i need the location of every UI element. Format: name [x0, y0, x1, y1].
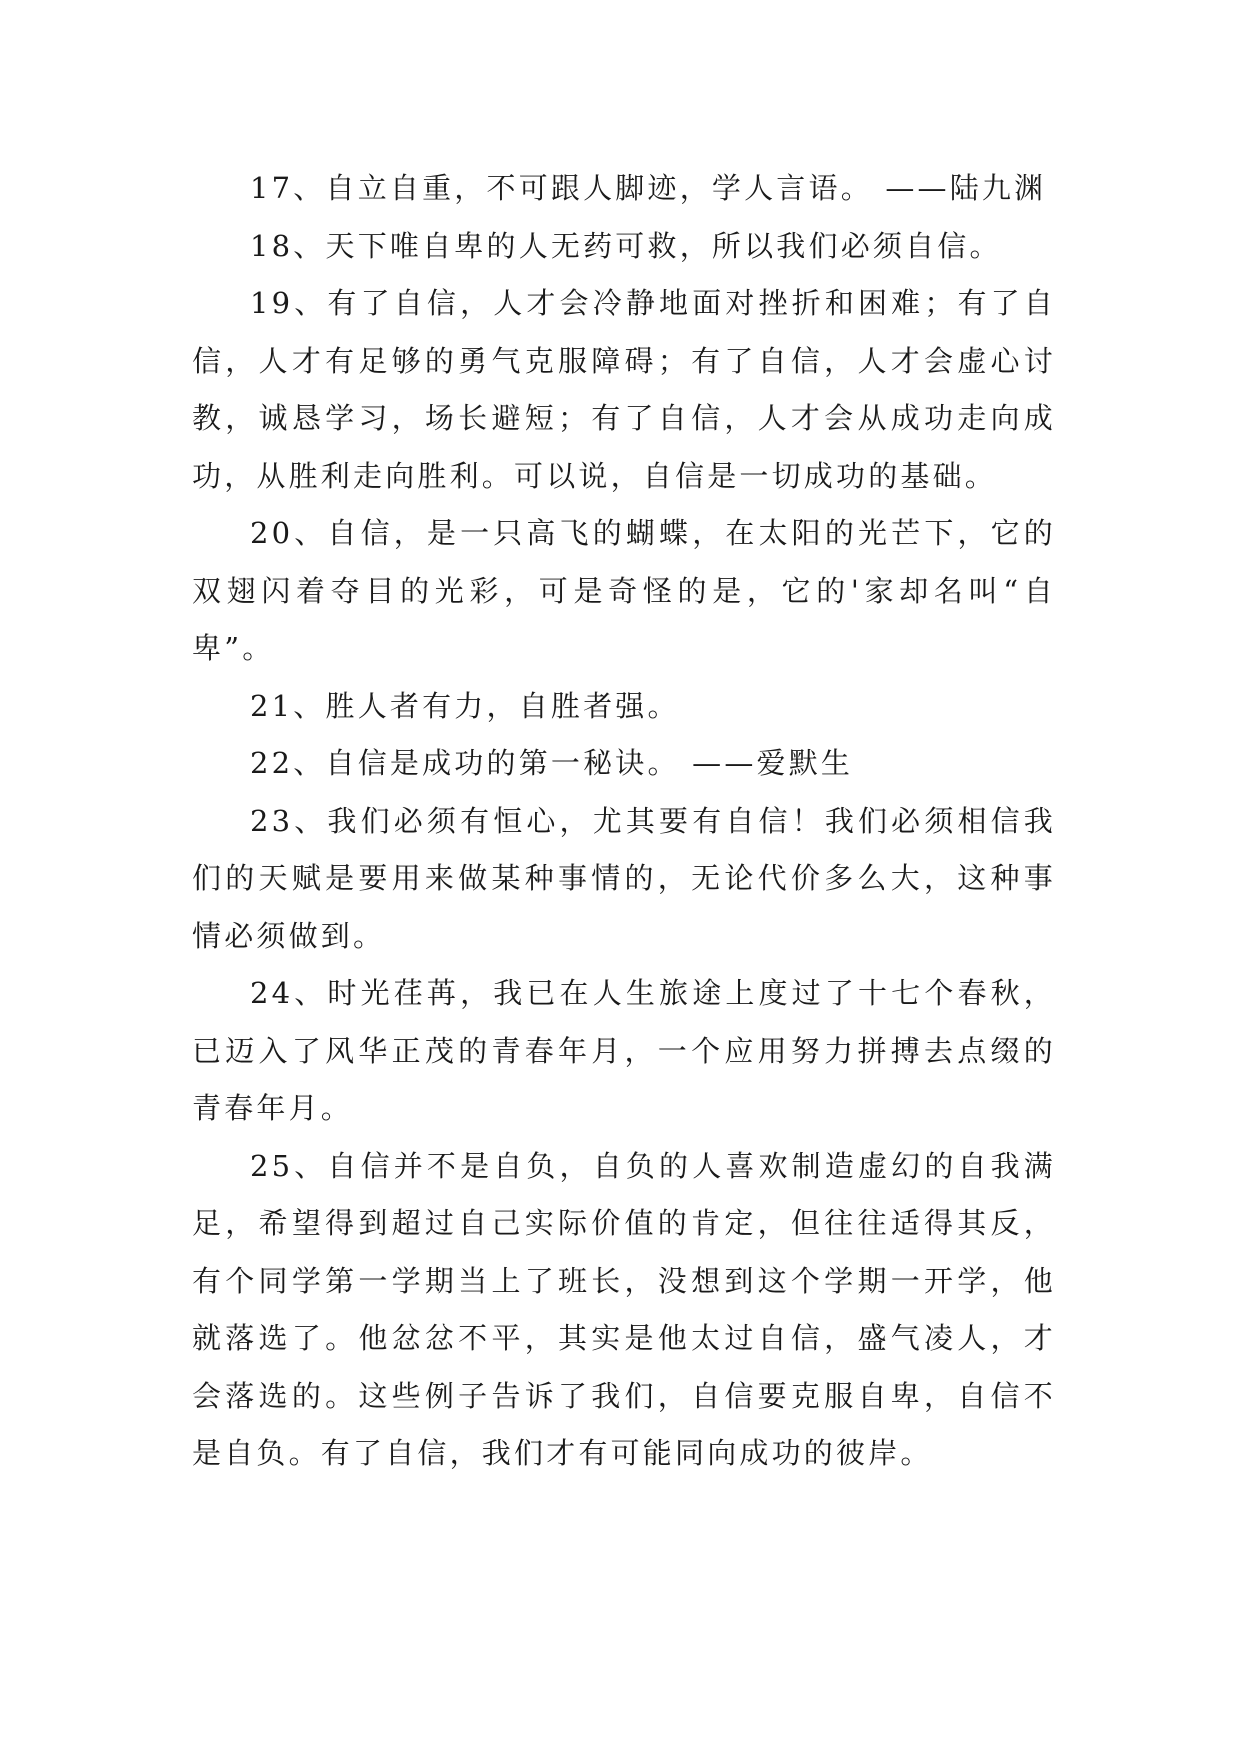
- paragraph-20: 20、自信，是一只高飞的蝴蝶，在太阳的光芒下，它的双翅闪着夺目的光彩，可是奇怪的是，它的'家却名叫“自卑”。: [192, 516, 1056, 665]
- paragraph-19: 19、有了自信，人才会冷静地面对挫折和困难；有了自信，人才有足够的勇气克服障碍；有了自信，人才会虚心讨教，诚恳学习，场长避短；有了自信，人才会从成功走向成功，从胜利走向胜利。可以说，自信是一切成功的基础。: [192, 286, 1056, 493]
- paragraph-21: 21、胜人者有力，自胜者强。: [250, 688, 680, 723]
- paragraph-23: 23、我们必须有恒心，尤其要有自信！我们必须相信我们的天赋是要用来做某种事情的，无论代价多么大，这种事情必须做到。: [192, 803, 1056, 953]
- paragraph-24: 24、时光荏苒，我已在人生旅途上度过了十七个春秋，已迈入了风华正茂的青春年月，一个应用努力拼搏去点缀的青春年月。: [192, 976, 1056, 1125]
- paragraph-17: 17、自立自重，不可跟人脚迹，学人言语。 ——陆九渊: [250, 171, 1047, 205]
- paragraph-22: 22、自信是成功的第一秘诀。 ——爱默生: [250, 746, 854, 780]
- paragraph-18: 18、天下唯自卑的人无药可救，所以我们必须自信。: [250, 228, 1002, 263]
- document-body: [192, 160, 1056, 1483]
- paragraph-25: 25、自信并不是自负，自负的人喜欢制造虚幻的自我满足，希望得到超过自己实际价值的肯定，但往往适得其反，有个同学第一学期当上了班长，没想到这个学期一开学，他就落选了。他忿忿不平，其实是他太过自信，盛气凌人，才会落选的。这些例子告诉了我们，自信要克服自卑，自信不是自负。有了自信，我们才有可能同向成功的彼岸。: [192, 1148, 1056, 1470]
